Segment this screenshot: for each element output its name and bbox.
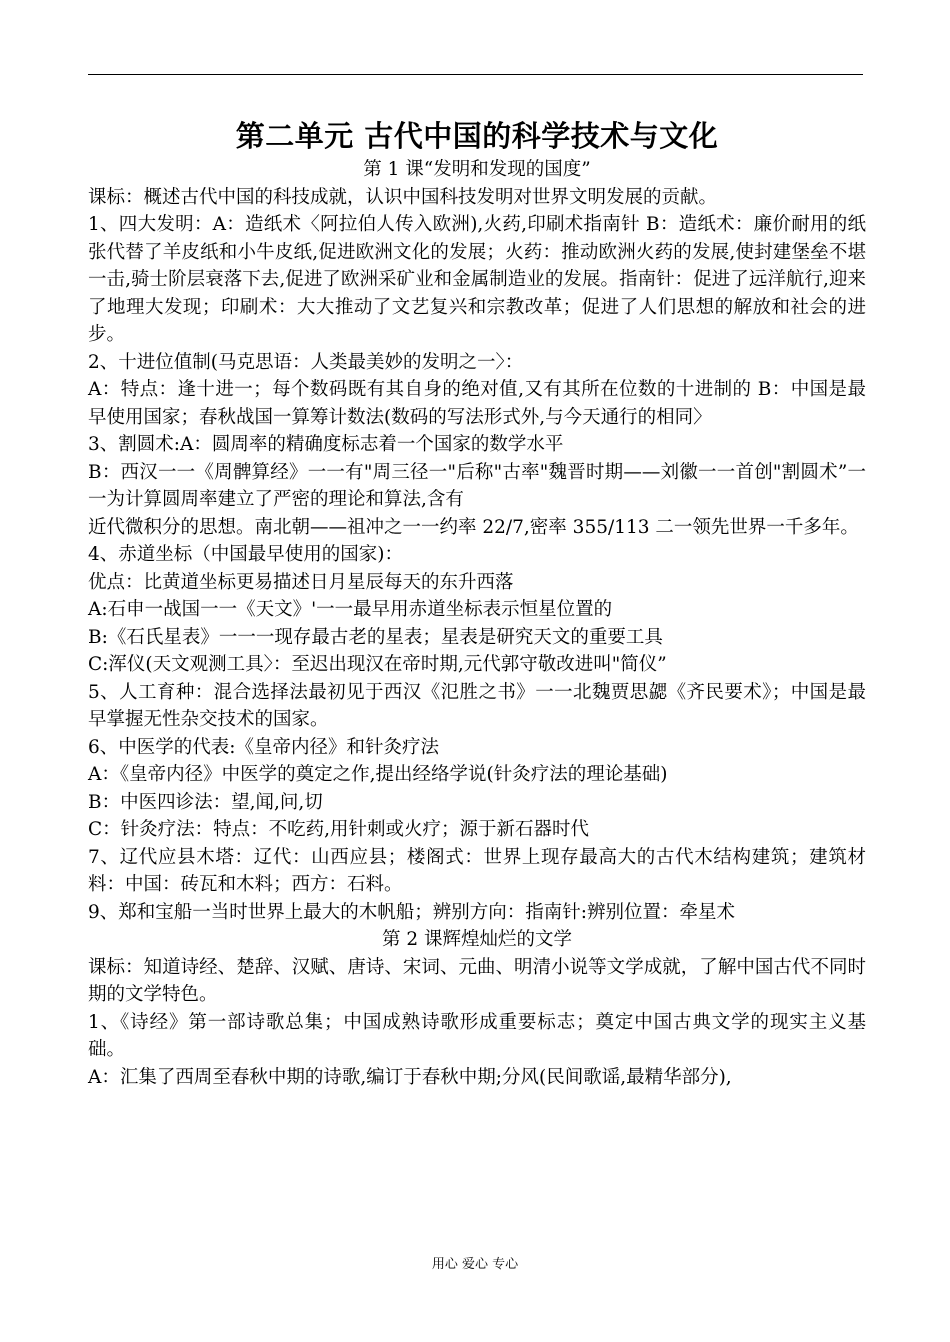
page-footer: 用心 爱心 专心 [431,1257,519,1272]
paragraph: 1、四大发明：A：造纸术〈阿拉伯人传入欧洲),火药,印刷术指南针 B：造纸术：廉价耐用的纸张代替了羊皮纸和小牛皮纸,促进欧洲文化的发展；火药：推动欧洲火药的发展,使封建堡垒不堪一击,骑士阶层衰落下去,促进了欧洲采矿业和金属制造业的发展。指南针：促进了远洋航行,迎来了地理大发现；印刷术：大大推动了文艺复兴和宗教改革；促进了人们思想的解放和社会的进步。 [88,214,866,345]
paragraph: 5、人工育种：混合选择法最初见于西汉《氾胜之书》一一北魏贾思勰《齐民要术》；中国是最早掌握无性杂交技术的国家。 [88,681,866,730]
paragraph: 1、《诗经》第一部诗歌总集；中国成熟诗歌形成重要标志；奠定中国古典文学的现实主义基础。 [88,1011,866,1060]
lesson-1-section [88,184,866,927]
paragraph: 7、辽代应县木塔：辽代：山西应县；楼阁式：世界上现存最高大的古代木结构建筑；建筑材料：中国：砖瓦和木料；西方：石料。 [88,846,866,895]
paragraph: 3、割圆术:A：圆周率的精确度标志着一个国家的数学水平 [88,434,564,455]
header-rule [88,74,863,75]
paragraph: 4、赤道坐标（中国最早使用的国家)： [88,544,403,565]
paragraph: C:浑仪(天文观测工具〉：至迟出现汉在帝时期,元代郭守敬改进叫"简仪” [88,654,667,675]
paragraph: A：《皇帝内径》中医学的奠定之作,提出经络学说(针灸疗法的理论基础) [88,764,668,785]
paragraph: A:石申一战国一一《天文》'一一最早用赤道坐标表示恒星位置的 [88,599,613,620]
paragraph: 优点：比黄道坐标更易描述日月星辰每天的东升西落 [88,571,514,593]
lesson-2-section [88,954,866,1092]
paragraph: A：汇集了西周至春秋中期的诗歌,编订于春秋中期;分风(民间歌谣,最精华部分), [88,1066,732,1088]
paragraph: A：特点：逢十进一；每个数码既有其自身的绝对值,又有其所在位数的十进制的 B：中国是最早使用国家；春秋战国一算筹计数法(数码的写法形式外,与今天通行的相同〉 [88,379,866,428]
lesson-1-title: 第 1 课“发明和发现的国度” [363,159,591,180]
paragraph: 9、郑和宝船一当时世界上最大的木帆船；辨别方向：指南针:辨别位置：牵星术 [88,901,736,923]
paragraph: 近代微积分的思想。南北朝——祖冲之一一约率 22/7,密率 355/113 二一领先世界一千多年。 [88,516,859,538]
unit-title: 第二单元 古代中国的科学技术与文化 [235,119,719,153]
paragraph: 课标：概述古代中国的科技成就，认识中国科技发明对世界文明发展的贡献。 [88,186,718,208]
paragraph: B：西汉一一《周髀算经》一一有"周三径一"后称"古率"魏晋时期——刘徽一一首创"割圆术”一一为计算圆周率建立了严密的理论和算法,含有 [88,461,866,510]
paragraph: B：中医四诊法：望,闻,问,切 [88,791,323,813]
paragraph: 2、十进位值制(马克思语：人类最美妙的发明之一〉： [88,351,524,373]
paragraph: 6、中医学的代表:《皇帝内径》和针灸疗法 [88,736,440,758]
document-body [88,116,866,1091]
paragraph: 课标：知道诗经、楚辞、汉赋、唐诗、宋词、元曲、明清小说等文学成就，了解中国古代不同时期的文学特色。 [88,956,866,1005]
paragraph: B:《石氏星表》一一一现存最古老的星表；星表是研究天文的重要工具 [88,626,663,648]
paragraph: C：针灸疗法：特点：不吃药,用针刺或火疗；源于新石器时代 [88,819,590,840]
lesson-2-title: 第 2 课辉煌灿烂的文学 [381,929,573,950]
